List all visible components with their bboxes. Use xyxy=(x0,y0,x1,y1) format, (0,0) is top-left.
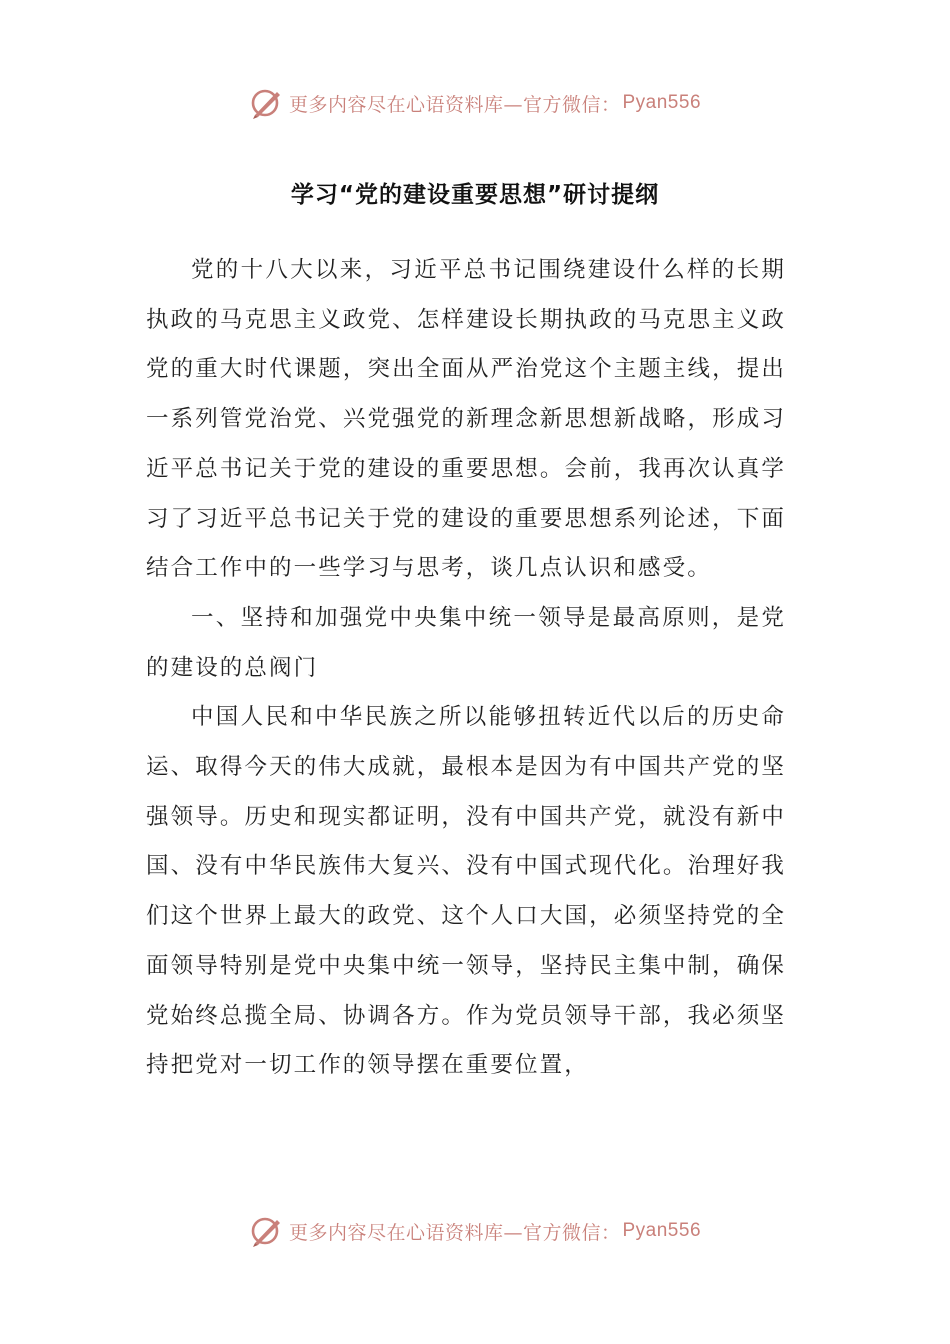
paragraph-intro: 党的十八大以来，习近平总书记围绕建设什么样的长期执政的马克思主义政党、怎样建设长期执政的马克思主义政党的重大时代课题，突出全面从严治党这个主题主线，提出一系列管党治党、兴党强党的新理念新思想新战略，形成习近平总书记关于党的建设的重要思想。会前，我再次认真学习了习近平总书记关于党的建设的重要思想系列论述，下面结合工作中的一些学习与思考，谈几点认识和感受。 xyxy=(146,257,786,582)
section-heading-1: 一、坚持和加强党中央集中统一领导是最高原则，是党的建设的总阀门 xyxy=(146,604,786,681)
paragraph-section-1: 中国人民和中华民族之所以能够扭转近代以后的历史命运、取得今天的伟大成就，最根本是因为有中国共产党的坚强领导。历史和现实都证明，没有中国共产党，就没有新中国、没有中华民族伟大复兴、没有中国式现代化。治理好我们这个世界上最大的政党、这个人口大国，必须坚持党的全面领导特别是党中央集中统一领导，坚持民主集中制，确保党始终总揽全局、协调各方。作为党员领导干部，我必须坚持把党对一切工作的领导摆在重要位置， xyxy=(146,704,786,1079)
pen-circle-logo-icon xyxy=(249,86,283,120)
document-title: 学习“党的建设重要思想”研讨提纲 xyxy=(290,182,660,208)
banner-wechat-id: Pyan556 xyxy=(622,1220,702,1241)
banner-text: 更多内容尽在心语资料库—官方微信： xyxy=(288,1221,621,1244)
header-banner xyxy=(0,83,950,123)
banner-wechat-id: Pyan556 xyxy=(622,92,702,113)
pen-circle-logo-icon xyxy=(249,1214,283,1248)
footer-banner xyxy=(0,1211,950,1251)
banner-text: 更多内容尽在心语资料库—官方微信： xyxy=(288,93,621,116)
document-body xyxy=(146,246,786,1091)
